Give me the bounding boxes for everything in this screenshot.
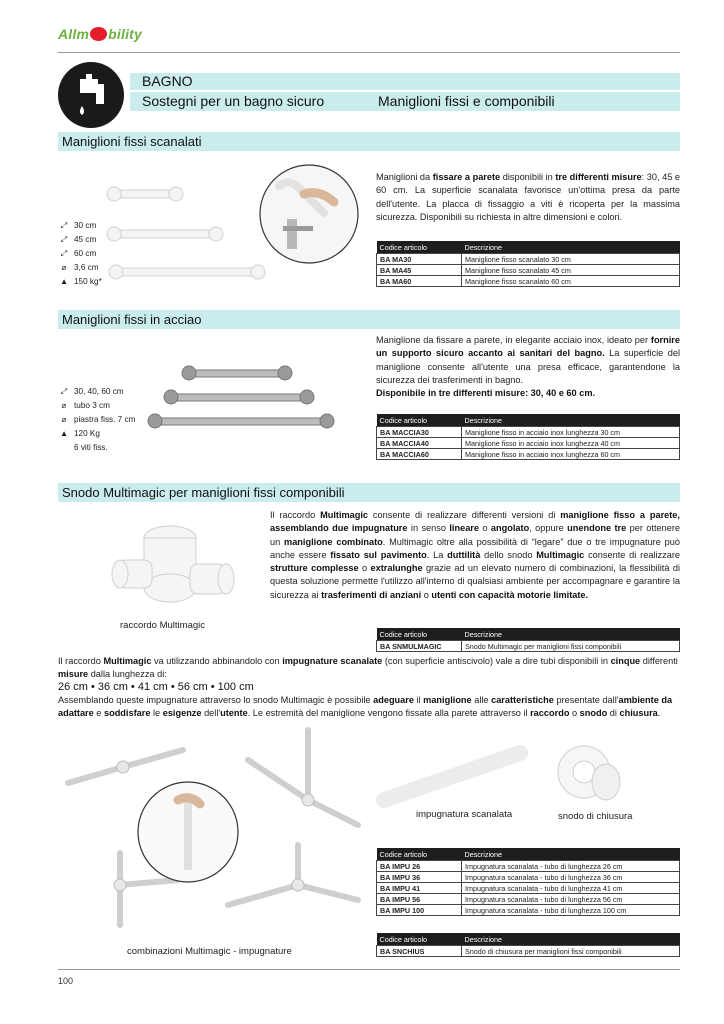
section-title-acciaio: Maniglioni fissi in acciao <box>62 312 202 327</box>
text-segment: Multimagic <box>320 510 369 520</box>
text-segment: dalla lunghezza di: <box>88 669 167 680</box>
table-row: BA IMPU 56 Impugnatura scanalata - tubo di lunghezza 56 cm <box>377 894 680 905</box>
spec-list-acciaio <box>58 385 135 455</box>
tap-icon <box>58 62 124 128</box>
brand-logo: Allm bility <box>58 26 143 42</box>
spec-item: ⌀ tubo 3 cm <box>58 399 135 413</box>
table-row: BA MACCIA30 Maniglione fisso in acciaio inox lunghezza 30 cm <box>377 427 680 438</box>
text-segment: . La <box>426 549 448 560</box>
section-title-multimagic: Snodo Multimagic per maniglioni fissi componibili <box>62 485 345 500</box>
text-segment: raccordo <box>530 708 570 719</box>
text-segment: maniglione <box>423 695 472 705</box>
text-segment: lineare <box>449 523 479 534</box>
header-band-top <box>130 73 680 90</box>
text-segment: trasferimenti di anziani <box>321 589 422 600</box>
section-bar-acciaio <box>58 310 680 329</box>
text-segment: presentate dall' <box>553 695 619 705</box>
text-segment: impugnature scanalate <box>282 656 383 666</box>
table-row: BA IMPU 26 Impugnatura scanalata - tubo di lunghezza 26 cm <box>377 861 680 872</box>
text-segment: misure <box>58 669 89 680</box>
table-header-row: Codice articolo Descrizione <box>377 933 680 946</box>
text-segment: chiusura <box>619 708 658 719</box>
spec-item: ▲ 150 kg* <box>58 275 102 289</box>
text-segment: duttilità <box>447 549 481 560</box>
text-segment: le <box>150 708 163 719</box>
steel-bars-image <box>145 362 345 442</box>
text-segment: Multimagic <box>536 549 585 560</box>
text-segment: consente di realizzare <box>584 549 680 560</box>
end-cap-image <box>548 738 628 808</box>
spec-item: 6 viti fiss. <box>74 443 108 452</box>
page-title: Maniglioni fissi e componibili <box>378 93 555 109</box>
caption-multimagic: raccordo Multimagic <box>120 620 205 631</box>
diameter-icon: ⌀ <box>61 401 67 410</box>
text-segment: dello snodo <box>480 549 537 560</box>
text-segment: angolato <box>490 523 530 534</box>
length-icon: ⤢ <box>60 221 68 230</box>
table-header-row: Codice articolo Descrizione <box>377 628 680 641</box>
text-segment: , oppure <box>529 523 568 534</box>
grooved-grip-image <box>380 745 530 805</box>
text-segment: adeguare <box>373 695 414 705</box>
text-segment: Assemblando queste impugnature attraverso lo snodo Multimagic è possibile <box>58 695 374 705</box>
text-segment: consente di realizzare differenti versioni di <box>368 510 561 520</box>
table-row: BA IMPU 41 Impugnatura scanalata - tubo di lunghezza 41 cm <box>377 883 680 894</box>
table-row: BA MA30 Maniglione fisso scanalato 30 cm <box>377 254 680 265</box>
text-segment: o <box>421 589 432 600</box>
text-segment: unendone tre <box>567 523 627 534</box>
weight-icon: ▲ <box>59 277 69 286</box>
text-segment: soddisfare <box>103 708 151 719</box>
grab-bars-white-image <box>100 180 270 290</box>
spec-item: ⌀ 3,6 cm <box>58 261 102 275</box>
spec-item: ▲ 120 Kg <box>58 427 135 441</box>
text-segment: dell' <box>201 708 221 719</box>
length-icon: ⤢ <box>60 249 68 258</box>
text-segment: utente <box>220 708 248 719</box>
spec-item: ⤢ 30 cm <box>58 219 102 233</box>
text-segment: o <box>569 708 580 719</box>
table-row: BA SNMULMAGIC Snodo Multimagic per maniglioni fissi componibili <box>377 641 680 652</box>
table-row: BA IMPU 36 Impugnatura scanalata - tubo di lunghezza 36 cm <box>377 872 680 883</box>
codes-table-acciaio <box>376 414 680 460</box>
text-segment: in senso <box>407 523 450 534</box>
spec-item: ⤢ 60 cm <box>58 247 102 261</box>
assembly-text <box>58 694 680 721</box>
table-row: BA MA60 Maniglione fisso scanalato 60 cm <box>377 276 680 287</box>
text-segment: per ottenere un <box>270 523 681 547</box>
category-label: BAGNO <box>142 73 193 89</box>
text-segment: di <box>607 708 620 719</box>
weight-icon: ▲ <box>59 429 69 438</box>
section-bar-scanalati <box>58 132 680 151</box>
text-segment: maniglione fisso a parete, assemblando due impugnature <box>270 510 680 534</box>
caption-combos: combinazioni Multimagic - impugnature <box>127 946 292 957</box>
sizes-line: 26 cm • 36 cm • 41 cm • 56 cm • 100 cm <box>58 681 254 693</box>
text-segment: . <box>657 708 661 719</box>
page-number: 100 <box>58 976 74 986</box>
table-header-row: Codice articolo Descrizione <box>377 241 680 254</box>
text-segment: o <box>358 563 371 574</box>
spec-item: ⌀ piastra fiss. 7 cm <box>58 413 135 427</box>
text-segment: Il raccordo <box>270 510 321 520</box>
page-subtitle: Sostegni per un bagno sicuro <box>142 93 325 109</box>
table-row: BA MACCIA40 Maniglione fisso in acciaio inox lunghezza 40 cm <box>377 438 680 449</box>
footer-divider <box>58 969 680 970</box>
section-bar-multimagic <box>58 483 680 502</box>
text-segment: alle <box>471 695 492 705</box>
codes-table-chiusura <box>376 933 680 957</box>
text-segment: utenti con capacità motorie limitate. <box>431 589 589 600</box>
length-icon: ⤢ <box>60 387 68 396</box>
codes-table-multimagic <box>376 628 680 652</box>
text-segment: cinque <box>610 656 641 666</box>
diameter-icon: ⌀ <box>61 415 67 424</box>
section-title-scanalati: Maniglioni fissi scanalati <box>62 134 202 149</box>
spec-item: ⤢ 30, 40, 60 cm <box>58 385 135 399</box>
text-segment: grazie ad un elevato numero di combinazioni, la flessibilità di questa soluzione permette l'utilizzo all'interno di qualsiasi ambiente per accompagnare e garantire la sicurezza ai <box>270 563 680 600</box>
spec-item: ⤢ 45 cm <box>58 233 102 247</box>
text-segment: e <box>93 708 104 719</box>
multimagic-combinations-image <box>58 725 368 940</box>
desc-multimagic <box>270 509 680 602</box>
text-segment: . Multimagic oltre alla possibilità di “legare” due o tre impugnature può anche essere <box>270 536 680 560</box>
text-segment: o <box>479 523 491 534</box>
table-row: BA MACCIA60 Maniglione fisso in acciaio inox lunghezza 60 cm <box>377 449 680 460</box>
codes-table-scanalati <box>376 241 680 287</box>
text-segment: va utilizzando abbinandolo con <box>151 656 283 666</box>
text-segment: differenti <box>640 656 678 666</box>
table-row: BA SNCHIUS Snodo di chiusura per maniglioni fissi componibili <box>377 946 680 957</box>
text-segment: Multimagic <box>103 656 152 666</box>
caption-cap: snodo di chiusura <box>558 811 633 822</box>
text-segment: ambiente da adattare <box>58 695 673 719</box>
desc-acciaio: Maniglione da fissare a parete, in elegante acciaio inox, ideato per fornire un supporto sicuro accanto ai sanitari del bagno. La superficie del maniglione consente all'utente una presa efficace, garantendone la sicurezza dei trasferimenti in bagno. Disponibile in tre differenti misure: 30, 40 e 60 cm. <box>376 335 680 399</box>
text-segment: strutture complesse <box>270 563 359 574</box>
text-segment: . Le estremità del maniglione vengono fissate alla parete attraverso il <box>247 708 531 719</box>
table-row: BA MA45 Maniglione fisso scanalato 45 cm <box>377 265 680 276</box>
diameter-icon: ⌀ <box>61 263 67 272</box>
text-segment: extralunghe <box>370 563 423 574</box>
table-header-row: Codice articolo Descrizione <box>377 848 680 861</box>
text-segment: esigenze <box>162 708 202 719</box>
text-segment: fissato sul pavimento <box>330 549 427 560</box>
table-header-row: Codice articolo Descrizione <box>377 414 680 427</box>
caption-grip: impugnatura scanalata <box>416 809 513 820</box>
text-segment: Il raccordo <box>58 656 104 666</box>
table-row: BA IMPU 100 Impugnatura scanalata - tubo di lunghezza 100 cm <box>377 905 680 916</box>
spec-list-scanalati <box>58 219 102 289</box>
text-segment: snodo <box>579 708 608 719</box>
logo-red-dot <box>90 27 107 41</box>
desc-scanalati: Maniglioni da fissare a parete disponibili in tre differenti misure: 30, 45 e 60 cm. La superficie scanalata favorisce un'ottima presa da parte dell'utente. La placca di fissaggio a viti è ricoperta per la massima sicurezza. Disponibili su richiesta in altre dimensioni e colori. <box>376 172 680 222</box>
text-segment: il <box>413 695 424 705</box>
intro-impugnature <box>58 655 680 682</box>
text-segment: caratteristiche <box>491 695 554 705</box>
text-segment: (con superficie antiscivolo) vale a dire tubi disponibili in <box>382 656 611 666</box>
header-divider <box>58 52 680 53</box>
text-segment: maniglione combinato <box>284 536 383 547</box>
codes-table-impugnature <box>376 848 680 916</box>
length-icon: ⤢ <box>60 235 68 244</box>
multimagic-connector-image <box>110 520 240 620</box>
grab-bar-usage-photo <box>259 164 359 264</box>
